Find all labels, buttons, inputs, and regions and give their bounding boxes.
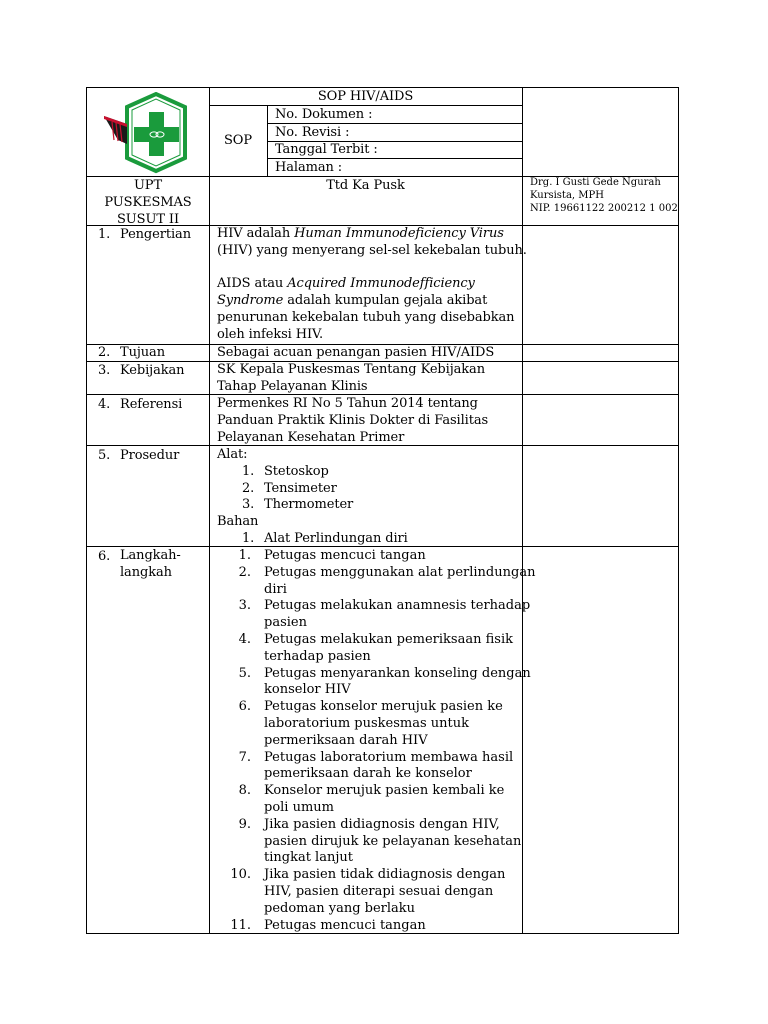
- section-number: 2.: [98, 345, 111, 360]
- step-number: 11.: [230, 917, 251, 933]
- step-text: Petugas mencuci tangan: [264, 917, 426, 933]
- section-number: 3.: [98, 363, 111, 378]
- signature-label: Ttd Ka Pusk: [326, 178, 405, 193]
- step-item: [217, 632, 517, 666]
- step-text: Petugas menggunakan alat perlindungan: [264, 564, 536, 580]
- section-number: 1.: [98, 227, 111, 242]
- step-item: [217, 816, 522, 867]
- step-text: Petugas melakukan anamnesis terhadap: [264, 598, 531, 614]
- section-label-pengertian: Pengertian: [120, 227, 191, 242]
- sop-label: SOP: [223, 133, 252, 148]
- list-item: 2. Tensimeter: [242, 480, 337, 496]
- step-number: 3.: [238, 598, 251, 614]
- field-tanggal-terbit: Tanggal Terbit :: [275, 142, 378, 157]
- step-item: [217, 699, 517, 749]
- step-text: pasien dirujuk ke pelayanan kesehatan: [264, 833, 522, 849]
- step-text: pedoman yang berlaku: [264, 900, 416, 916]
- pengertian-text: HIV adalah Human Immunodeficiency Virus (HIV) yang menyerang sel-sel kekebalan tubuh. AIDS atau Acquired Immunodefficiency Syndrome adalah kumpulan gejala akibat penurunan kekebalan tubuh yang disebabkan oleh infeksi HIV.: [217, 226, 527, 342]
- section-number: 4.: [98, 397, 111, 412]
- referensi-text: Permenkes RI No 5 Tahun 2014 tentang Panduan Praktik Klinis Dokter di Fasilitas Pelayanan Kesehatan Primer: [217, 396, 489, 445]
- step-text: laboratorium puskesmas untuk: [264, 715, 469, 731]
- field-no-revisi: No. Revisi :: [275, 125, 350, 140]
- step-number: 6.: [238, 699, 251, 715]
- step-number: 4.: [238, 631, 251, 647]
- step-text: Jika pasien didiagnosis dengan HIV,: [264, 816, 500, 832]
- list-item: 3. Thermometer: [242, 497, 354, 513]
- step-number: 9.: [238, 816, 251, 832]
- step-text: HIV, pasien diterapi sesuai dengan: [264, 883, 494, 899]
- step-number: 2.: [238, 564, 251, 580]
- step-number: 8.: [238, 783, 251, 799]
- org-name: UPT PUSKESMAS SUSUT II: [104, 178, 192, 227]
- step-text: Petugas laboratorium membawa hasil: [264, 749, 514, 765]
- step-text: poli umum: [264, 799, 334, 815]
- section-label-kebijakan: Kebijakan: [120, 363, 185, 378]
- step-text: Petugas konselor merujuk pasien ke: [264, 699, 503, 715]
- field-halaman: Halaman :: [275, 160, 343, 175]
- steps-list: [217, 548, 536, 934]
- section-number: 5.: [98, 448, 111, 463]
- section-label-langkah: Langkah- langkah: [120, 548, 181, 580]
- step-text: terhadap pasien: [264, 648, 371, 664]
- sop-document: [86, 87, 679, 934]
- step-item: [217, 918, 517, 935]
- column-divider: [522, 88, 523, 934]
- step-item: [217, 783, 517, 817]
- kebijakan-text: SK Kepala Puskesmas Tentang Kebijakan Tahap Pelayanan Klinis: [217, 362, 485, 394]
- step-text: pasien: [264, 615, 307, 631]
- step-item: [217, 598, 531, 632]
- column-divider: [209, 88, 210, 934]
- tujuan-text: Sebagai acuan penangan pasien HIV/AIDS: [217, 345, 495, 360]
- list-item: 1. Stetoskop: [242, 463, 329, 479]
- bahan-label: Bahan: [217, 514, 259, 530]
- step-text: Jika pasien tidak didiagnosis dengan: [264, 867, 506, 883]
- list-item: 1. Alat Perlindungan diri: [242, 530, 408, 546]
- step-item: [217, 750, 517, 784]
- step-text: Petugas melakukan pemeriksaan fisik: [264, 631, 513, 647]
- step-number: 7.: [238, 749, 251, 765]
- alat-label: Alat:: [217, 447, 248, 462]
- step-item: [217, 548, 517, 565]
- puskesmas-logo: [101, 92, 211, 174]
- step-number: 5.: [238, 665, 251, 681]
- step-number: 1.: [238, 548, 251, 563]
- section-number: 6.: [98, 549, 111, 564]
- step-item: [217, 564, 536, 599]
- step-text: permeriksaan darah HIV: [264, 732, 428, 748]
- signer-info: Drg. I Gusti Gede Ngurah Kursista, MPH NIP. 19661122 200212 1 002: [530, 177, 678, 214]
- step-text: pemeriksaan darah ke konselor: [264, 766, 472, 782]
- step-text: tingkat lanjut: [264, 850, 353, 866]
- step-number: 10.: [230, 867, 251, 883]
- step-item: [217, 665, 531, 700]
- section-label-tujuan: Tujuan: [120, 345, 165, 360]
- step-item: [217, 867, 517, 917]
- step-text: diri: [264, 581, 287, 597]
- field-no-dokumen: No. Dokumen :: [275, 107, 373, 122]
- section-label-prosedur: Prosedur: [120, 448, 180, 463]
- step-text: Konselor merujuk pasien kembali ke: [264, 783, 505, 799]
- step-text: Petugas menyarankan konseling dengan: [264, 665, 531, 681]
- step-text: konselor HIV: [264, 682, 351, 698]
- document-title: SOP HIV/AIDS: [317, 89, 414, 104]
- step-text: Petugas mencuci tangan: [264, 548, 426, 563]
- section-label-referensi: Referensi: [120, 397, 183, 412]
- prosedur-content: [217, 447, 408, 548]
